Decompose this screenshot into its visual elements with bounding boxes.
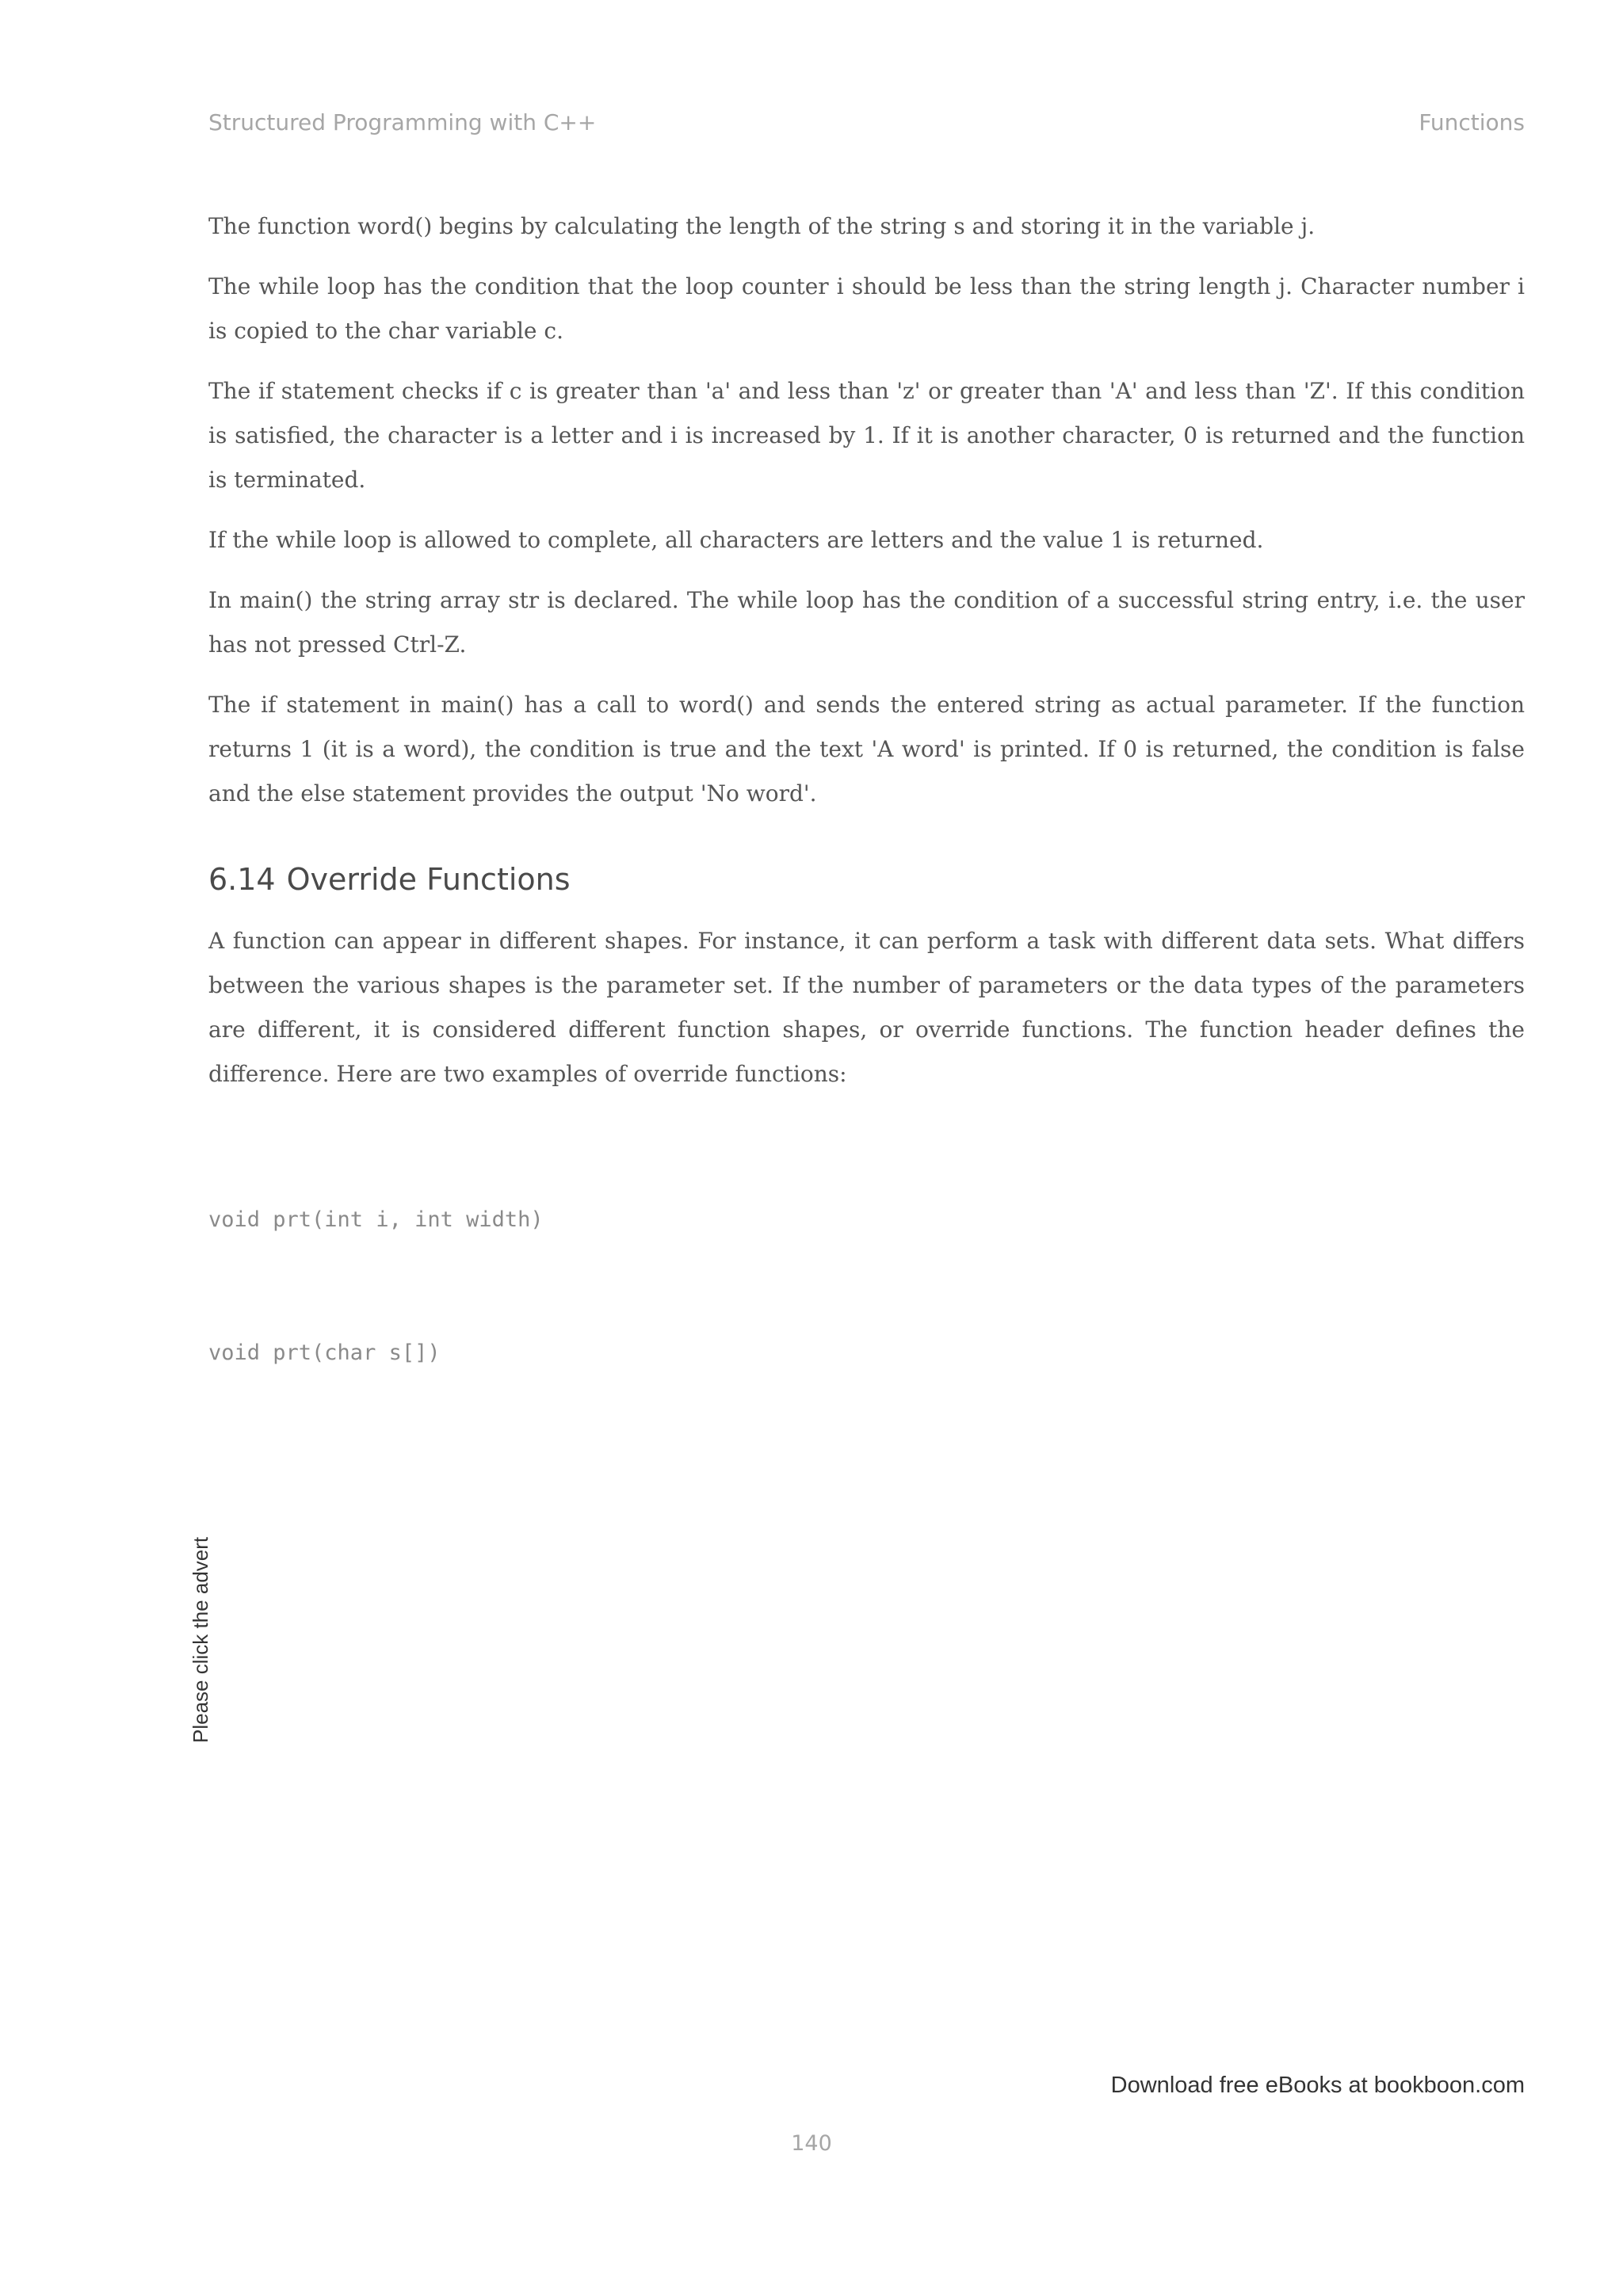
body-text	[208, 204, 1525, 1464]
paragraph: The function word() begins by calculating the length of the string s and storing it in the variable j.	[208, 213, 1316, 239]
section-heading	[208, 857, 1525, 902]
paragraph: In main() the string array str is declared. The while loop has the condition of a successful string entry, i.e. the user has not pressed Ctrl-Z.	[208, 587, 1525, 658]
paragraph: The while loop has the condition that the loop counter i should be less than the string length j. Character number i is copied to the char variable c.	[208, 273, 1525, 344]
paragraph: A function can appear in different shapes. For instance, it can perform a task with different data sets. What differs between the various shapes is the parameter set. If the number of parameters or the data types of the parameters are different, it is considered different function shapes, or override functions. The function header defines the difference. Here are two examples of override functions:	[208, 928, 1525, 1087]
section-title: Override Functions	[286, 862, 571, 897]
paragraph: If the while loop is allowed to complete, all characters are letters and the value 1 is returned.	[208, 527, 1264, 553]
book-title: Structured Programming with C++	[208, 109, 597, 135]
code-line: void prt(char s[])	[208, 1341, 441, 1365]
chapter-title: Functions	[1419, 109, 1525, 135]
code-block	[208, 1109, 1525, 1464]
paragraph: The if statement checks if c is greater than 'a' and less than 'z' or greater than 'A' and less than 'Z'. If this condition is satisfied, the character is a letter and i is increased by 1. If it is another character, 0 is returned and the function is terminated.	[208, 378, 1525, 493]
page-number: 140	[791, 2131, 832, 2156]
section-number: 6.14	[208, 862, 276, 897]
code-line: void prt(int i, int width)	[208, 1207, 544, 1232]
paragraph: The if statement in main() has a call to word() and sends the entered string as actual parameter. If the function returns 1 (it is a word), the condition is true and the text 'A word' is printed. If 0 is returned, the condition is false and the else statement provides the output 'No word'.	[208, 692, 1525, 807]
advert-hint[interactable]: Please click the advert	[189, 1536, 212, 1743]
running-header	[208, 109, 1525, 141]
ebooks-download-link[interactable]: Download free eBooks at bookboon.com	[1110, 2073, 1525, 2098]
